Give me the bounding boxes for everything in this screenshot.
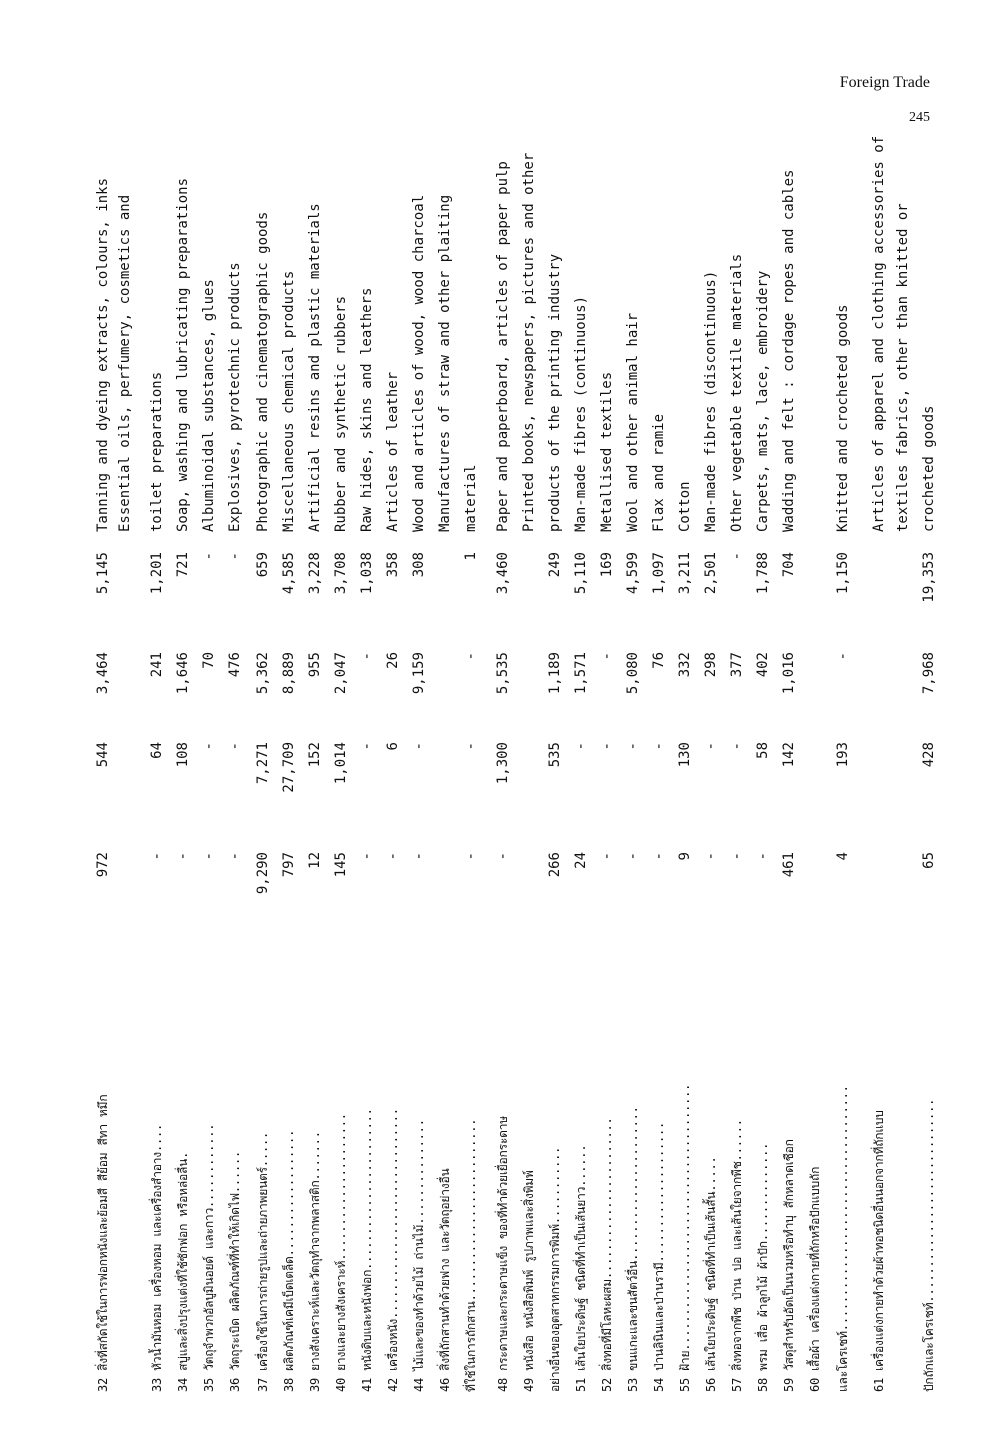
- value-col-2: 64: [149, 742, 165, 759]
- thai-description: อย่างอื่นของอุตสาหกรรมการพิมพ์...........: [548, 1146, 562, 1392]
- table-row: [302, 132, 328, 1392]
- value-col-1: 9: [677, 852, 693, 861]
- value-col-2: 27,709: [281, 742, 297, 793]
- table-row: [776, 132, 802, 1392]
- value-col-4: 4,599: [625, 552, 641, 595]
- value-col-4: 1,788: [755, 552, 771, 595]
- table-row: [458, 132, 484, 1392]
- value-col-2: -: [359, 742, 375, 751]
- value-col-1: -: [385, 852, 401, 861]
- thai-description: 40 ยางและยางสังเคราะห์.....................: [334, 1113, 348, 1392]
- thai-description: 41 หนังดิบและหนังฟอก.......................: [360, 1108, 374, 1392]
- value-col-4: 3,460: [495, 552, 511, 595]
- value-col-1: -: [703, 852, 719, 861]
- value-col-4: 1: [463, 552, 479, 561]
- table-row: [222, 132, 248, 1392]
- table-row: [830, 132, 856, 1392]
- value-col-2: -: [625, 742, 641, 751]
- value-col-1: -: [755, 852, 771, 861]
- value-col-2: 152: [307, 742, 323, 768]
- english-description: Man-made fibres (discontinuous): [703, 270, 719, 532]
- table-row: [380, 132, 406, 1392]
- english-description: Artificial resins and plastic materials: [307, 203, 323, 532]
- value-col-4: 4,585: [281, 552, 297, 595]
- english-description: Essential oils, perfumery, cosmetics and: [117, 194, 133, 532]
- table-row: [890, 132, 916, 1392]
- english-description: Printed books, newspapers, pictures and other: [521, 152, 537, 532]
- thai-description: 33 หัวน้ำมันหอม เครื่องหอม และเครื่องสำอาง....: [150, 1123, 164, 1392]
- table-row: [406, 132, 432, 1392]
- value-col-4: -: [729, 552, 745, 561]
- value-col-1: -: [201, 852, 217, 861]
- value-col-4: 3,228: [307, 552, 323, 595]
- table-row: [328, 132, 354, 1392]
- value-col-2: 1,300: [495, 742, 511, 785]
- thai-description: และโครเชท์...................................: [836, 1085, 850, 1392]
- running-header: Foreign Trade: [839, 74, 930, 91]
- table-row: [196, 132, 222, 1392]
- thai-description: 56 เส้นใยประดิษฐ์ ชนิดที่ทำเป็นเส้นสั้น.....: [704, 1156, 718, 1392]
- thai-description: 51 เส้นใยประดิษฐ์ ชนิดที่ทำเป็นเส้นยาว......: [574, 1144, 588, 1392]
- value-col-3: -: [599, 652, 615, 661]
- english-description: Articles of leather: [385, 371, 401, 532]
- table-row: [112, 132, 138, 1392]
- value-col-4: -: [227, 552, 243, 561]
- value-col-4: 3,708: [333, 552, 349, 595]
- table-row: [646, 132, 672, 1392]
- english-description: Knitted and crocheted goods: [835, 304, 851, 532]
- table-row: [568, 132, 594, 1392]
- english-description: textiles fabrics, other than knitted or: [895, 203, 911, 532]
- thai-description: 42 เครื่องหนัง..............................: [386, 1108, 400, 1392]
- table-row: [490, 132, 516, 1392]
- value-col-4: 5,145: [95, 552, 111, 595]
- value-col-2: 428: [921, 742, 937, 768]
- value-col-4: 308: [411, 552, 427, 578]
- thai-description: ปักถักและโครเชท์.............................: [922, 1098, 936, 1392]
- value-col-3: 9,159: [411, 652, 427, 695]
- table-row: [802, 132, 828, 1392]
- value-col-1: -: [359, 852, 375, 861]
- value-col-1: -: [599, 852, 615, 861]
- thai-description: 36 วัตถุระเบิด ผลิตภัณฑ์ที่ทำให้เกิดไฟ......: [228, 1150, 242, 1392]
- value-col-3: 1,016: [781, 652, 797, 695]
- english-description: products of the printing industry: [547, 253, 563, 532]
- thai-description: ที่ใช้ในการถักสาน..........................: [464, 1118, 478, 1392]
- thai-description: 37 เครื่องใช้ในการถ่ายรูปและถ่ายภาพยนตร์.....: [256, 1131, 270, 1392]
- thai-description: 48 กระดาษและกระดาษแข็ง ของที่ทำด้วยเยื่อกระดาษ: [496, 1116, 510, 1392]
- value-col-2: 7,271: [255, 742, 271, 785]
- value-col-4: 721: [175, 552, 191, 578]
- value-col-4: 3,211: [677, 552, 693, 595]
- thai-description: 38 ผลิตภัณฑ์เคมีเบ็ดเตล็ด..................: [282, 1129, 296, 1392]
- value-col-1: 24: [573, 852, 589, 869]
- thai-description: 53 ขนแกะและขนสัตว์อื่น......................: [626, 1106, 640, 1392]
- english-description: Tanning and dyeing extracts, colours, inks: [95, 177, 111, 532]
- value-col-3: 2,047: [333, 652, 349, 695]
- value-col-3: 76: [651, 652, 667, 669]
- value-col-3: 1,189: [547, 652, 563, 695]
- value-col-1: -: [149, 852, 165, 861]
- value-col-1: 4: [835, 852, 851, 861]
- value-col-2: -: [703, 742, 719, 751]
- english-description: crocheted goods: [921, 405, 937, 532]
- value-col-3: 26: [385, 652, 401, 669]
- value-col-3: 476: [227, 652, 243, 678]
- value-col-3: 5,535: [495, 652, 511, 695]
- value-col-1: -: [495, 852, 511, 861]
- value-col-3: -: [835, 652, 851, 661]
- value-col-3: 1,646: [175, 652, 191, 695]
- value-col-4: -: [201, 552, 217, 561]
- value-col-2: -: [227, 742, 243, 751]
- english-description: Carpets, mats, lace, embroidery: [755, 270, 771, 532]
- table-row: [170, 132, 196, 1392]
- english-description: toilet preparations: [149, 371, 165, 532]
- english-description: Metallised textiles: [599, 371, 615, 532]
- value-col-4: 2,501: [703, 552, 719, 595]
- value-col-1: 972: [95, 852, 111, 878]
- table-row: [432, 132, 458, 1392]
- thai-description: 35 วัตถุจำพวกอัลบูมินอยด์ และกาว............: [202, 1123, 216, 1392]
- value-col-4: 1,097: [651, 552, 667, 595]
- english-description: Albuminoidal substances, glues: [201, 279, 217, 532]
- thai-description: 44 ไม้และของทำด้วยไม้ ถ่านไม้...............: [412, 1119, 426, 1392]
- value-col-2: 193: [835, 742, 851, 768]
- value-col-4: 1,038: [359, 552, 375, 595]
- table-row: [724, 132, 750, 1392]
- rotated-trade-table: [90, 132, 950, 1392]
- value-col-2: 1,014: [333, 742, 349, 785]
- english-description: Paper and paperboard, articles of paper pulp: [495, 161, 511, 532]
- thai-description: 52 สิ่งทอที่มีโลหะผสม.......................: [600, 1117, 614, 1392]
- table-row: [620, 132, 646, 1392]
- thai-description: 61 เครื่องแต่งกายทำด้วยผ้าทอชนิดอื่นนอกจากที่ถักแบบ: [872, 1110, 886, 1392]
- table-row: [594, 132, 620, 1392]
- table-row: [250, 132, 276, 1392]
- thai-description: 54 ป่านลินินและป่านรามี....................: [652, 1121, 666, 1392]
- thai-description: 59 วัสดุสำหรับอัดเป็นนวมหรือทำบุ สักหลาดเชือก: [782, 1139, 796, 1392]
- english-description: Man-made fibres (continuous): [573, 295, 589, 532]
- english-description: Other vegetable textile materials: [729, 253, 745, 532]
- thai-description: 49 หนังสือ หนังสือพิมพ์ รูปภาพและสิ่งพิมพ์: [522, 1170, 536, 1392]
- table-row: [698, 132, 724, 1392]
- value-col-3: -: [463, 652, 479, 661]
- value-col-1: 12: [307, 852, 323, 869]
- value-col-2: -: [201, 742, 217, 751]
- value-col-4: 358: [385, 552, 401, 578]
- value-col-1: -: [651, 852, 667, 861]
- value-col-4: 249: [547, 552, 563, 578]
- value-col-2: -: [573, 742, 589, 751]
- table-row: [276, 132, 302, 1392]
- english-description: Rubber and synthetic rubbers: [333, 295, 349, 532]
- value-col-4: 659: [255, 552, 271, 578]
- table-row: [916, 132, 942, 1392]
- value-col-4: 1,201: [149, 552, 165, 595]
- thai-description: 57 สิ่งทอจากพืช ป่าน ปอ และเส้นใยจากพืช......: [730, 1119, 744, 1392]
- english-description: Wadding and felt : cordage ropes and cables: [781, 169, 797, 532]
- value-col-1: 266: [547, 852, 563, 878]
- value-col-4: 19,353: [921, 552, 937, 603]
- english-description: Articles of apparel and clothing accessories of: [871, 135, 887, 532]
- thai-description: 39 ยางสังเคราะห์และวัตถุทำจากพลาสติก.......: [308, 1131, 322, 1392]
- english-description: material: [463, 464, 479, 532]
- value-col-3: 298: [703, 652, 719, 678]
- value-col-2: 108: [175, 742, 191, 768]
- value-col-3: 7,968: [921, 652, 937, 695]
- value-col-3: 70: [201, 652, 217, 669]
- value-col-3: 5,080: [625, 652, 641, 695]
- table-row: [866, 132, 892, 1392]
- value-col-2: -: [411, 742, 427, 751]
- table-body: [90, 132, 950, 1392]
- english-description: Wool and other animal hair: [625, 312, 641, 532]
- english-description: Photographic and cinematographic goods: [255, 211, 271, 532]
- table-row: [672, 132, 698, 1392]
- english-description: Soap, washing and lubricating preparations: [175, 177, 191, 532]
- value-col-2: 6: [385, 742, 401, 751]
- value-col-4: 704: [781, 552, 797, 578]
- value-col-3: 3,464: [95, 652, 111, 695]
- value-col-1: 9,290: [255, 852, 271, 895]
- thai-description: 32 สิ่งที่สกัดใช้ในการฟอกหนังและย้อมสี สีย้อม สีทา หมึก: [96, 1094, 110, 1392]
- english-description: Raw hides, skins and leathers: [359, 287, 375, 532]
- english-description: Wood and articles of wood, wood charcoal: [411, 194, 427, 532]
- value-col-1: -: [411, 852, 427, 861]
- english-description: Flax and ramie: [651, 413, 667, 532]
- table-row: [144, 132, 170, 1392]
- page-number: 245: [909, 110, 930, 125]
- value-col-2: 142: [781, 742, 797, 768]
- table-row: [542, 132, 568, 1392]
- table-row: [750, 132, 776, 1392]
- value-col-4: 5,110: [573, 552, 589, 595]
- thai-description: 46 สิ่งที่ถักสานทำด้วยฟาง และวัตถุอย่างอื่น: [438, 1168, 452, 1392]
- value-col-2: 535: [547, 742, 563, 768]
- english-description: Cotton: [677, 481, 693, 532]
- value-col-1: -: [729, 852, 745, 861]
- value-col-3: 332: [677, 652, 693, 678]
- value-col-3: 402: [755, 652, 771, 678]
- value-col-2: 130: [677, 742, 693, 768]
- value-col-2: 544: [95, 742, 111, 768]
- thai-description: 34 สบู่และสิ่งปรุงแต่งที่ใช้ซักฟอก หรือหล่อลื่น.: [176, 1151, 190, 1392]
- value-col-3: -: [359, 652, 375, 661]
- value-col-1: -: [625, 852, 641, 861]
- english-description: Miscellaneous chemical products: [281, 270, 297, 532]
- value-col-3: 1,571: [573, 652, 589, 695]
- value-col-3: 955: [307, 652, 323, 678]
- table-row: [354, 132, 380, 1392]
- value-col-1: -: [463, 852, 479, 861]
- value-col-3: 241: [149, 652, 165, 678]
- value-col-2: -: [729, 742, 745, 751]
- english-description: Manufactures of straw and other plaiting: [437, 194, 453, 532]
- value-col-3: 8,889: [281, 652, 297, 695]
- value-col-2: -: [463, 742, 479, 751]
- value-col-3: 377: [729, 652, 745, 678]
- english-description: Explosives, pyrotechnic products: [227, 262, 243, 532]
- value-col-1: -: [175, 852, 191, 861]
- value-col-1: 797: [281, 852, 297, 878]
- value-col-4: 1,150: [835, 552, 851, 595]
- value-col-4: 169: [599, 552, 615, 578]
- value-col-3: 5,362: [255, 652, 271, 695]
- value-col-1: 65: [921, 852, 937, 869]
- table-row: [516, 132, 542, 1392]
- value-col-1: 461: [781, 852, 797, 878]
- thai-description: 60 เสื้อผ้า เครื่องแต่งกายที่ถักหรือปักแบบถัก: [808, 1166, 822, 1392]
- value-col-2: 58: [755, 742, 771, 759]
- thai-description: 55 ฝ้าย......................................: [678, 1083, 692, 1392]
- value-col-1: 145: [333, 852, 349, 878]
- value-col-1: -: [227, 852, 243, 861]
- value-col-2: -: [599, 742, 615, 751]
- value-col-2: -: [651, 742, 667, 751]
- thai-description: 58 พรม เสื่อ ผ้าลูกไม้ ผ้าปัก..............: [756, 1142, 770, 1392]
